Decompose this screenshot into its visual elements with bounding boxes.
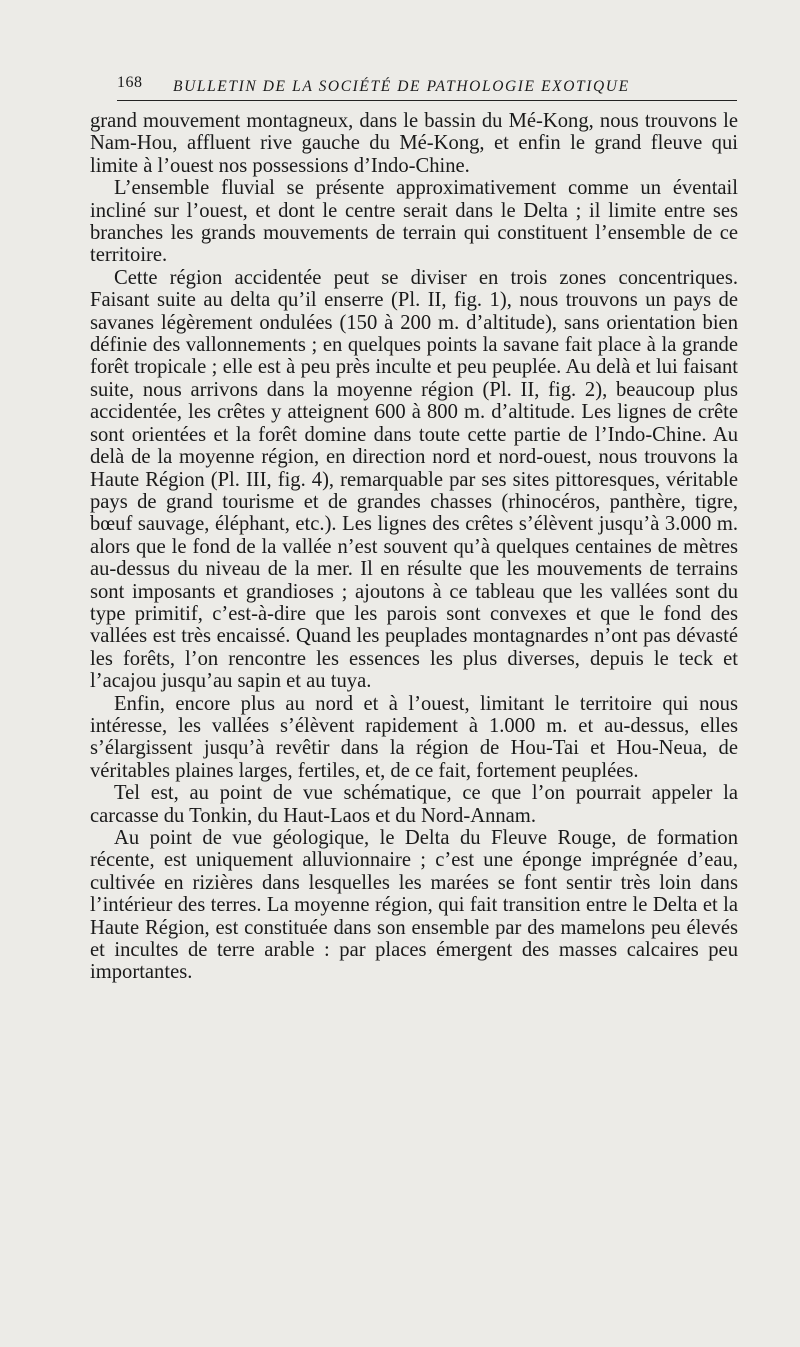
paragraph-three-zones: Cette région accidentée peut se diviser en trois zones concentriques. Faisant suite au delta qu’il enserre (Pl. II, fig. 1), nous trouvons un pays de savanes légèrement ondulées (150 à 200 m. d’altitude), sans orientation bien définie des vallonnements ; en quelques points la savane fait place à la grande forêt tropicale ; elle est à peu près inculte et peu peuplée. Au delà et lui faisant suite, nous arrivons dans la moyenne région (Pl. II, fig. 2), beaucoup plus accidentée, les crêtes y atteignent 600 à 800 m. d’altitude. Les lignes de crête sont orientées et la forêt domine dans toute cette partie de l’Indo-Chine. Au delà de la moyenne région, en direction nord et nord-ouest, nous trouvons la Haute Région (Pl. III, fig. 4), remarquable par ses sites pittoresques, véritable pays de grand tourisme et de grandes chasses (rhinocéros, panthère, tigre, bœuf sauvage, éléphant, etc.). Les lignes des crêtes s’élèvent jusqu’à 3.000 m. alors que le fond de la vallée n’est souvent qu’à quelques centaines de mètres au-dessus du niveau de la mer. Il en résulte que les mouvements de terrains sont imposants et grandioses ; ajoutons à ce tableau que les vallées sont du type primitif, c’est-à-dire que les parois sont convexes et que le fond des vallées est très encaissé. Quand les peuplades montagnardes n’ont pas dévasté les forêts, l’on rencontre les essences les plus diverses, depuis le teck et l’acajou jusqu’au sapin et au tuya. [90, 266, 738, 693]
paragraph-fluvial-ensemble: L’ensemble fluvial se présente approximativement comme un éventail incliné sur l’ouest, et dont le centre serait dans le Delta ; il limite entre ses branches les grands mouvements de terrain qui constituent l’ensemble de ce territoire. [90, 177, 738, 267]
header-rule [117, 100, 737, 101]
page-number: 168 [117, 74, 143, 91]
page-header [117, 74, 737, 98]
paragraph-continuation: grand mouvement montagneux, dans le bassin du Mé-Kong, nous trouvons le Nam-Hou, affluent rive gauche du Mé-Kong, et enfin le grand fleuve qui limite à l’ouest nos possessions d’Indo-Chine. [90, 110, 738, 177]
paragraph-geology: Au point de vue géologique, le Delta du Fleuve Rouge, de formation récente, est uniquement alluvionnaire ; c’est une éponge imprégnée d’eau, cultivée en rizières dans lesquelles les marées se font sentir très loin dans l’intérieur des terres. La moyenne région, qui fait transition entre le Delta et la Haute Région, est constituée dans son ensemble par des mamelons peu élevés et incultes de terre arable : par places émergent des masses calcaires peu importantes. [90, 827, 738, 984]
running-title: BULLETIN DE LA SOCIÉTÉ DE PATHOLOGIE EXOTIQUE [173, 78, 630, 95]
paragraph-north-west: Enfin, encore plus au nord et à l’ouest, limitant le territoire qui nous intéresse, les vallées s’élèvent rapidement à 1.000 m. et au-dessus, elles s’élargissent jusqu’à revêtir dans la région de Hou-Tai et Hou-Neua, de véritables plaines larges, fertiles, et, de ce fait, fortement peuplées. [90, 692, 738, 782]
paragraph-schematic-summary: Tel est, au point de vue schématique, ce que l’on pourrait appeler la carcasse du Tonkin, du Haut-Laos et du Nord-Annam. [90, 782, 738, 827]
body-text [90, 110, 738, 984]
